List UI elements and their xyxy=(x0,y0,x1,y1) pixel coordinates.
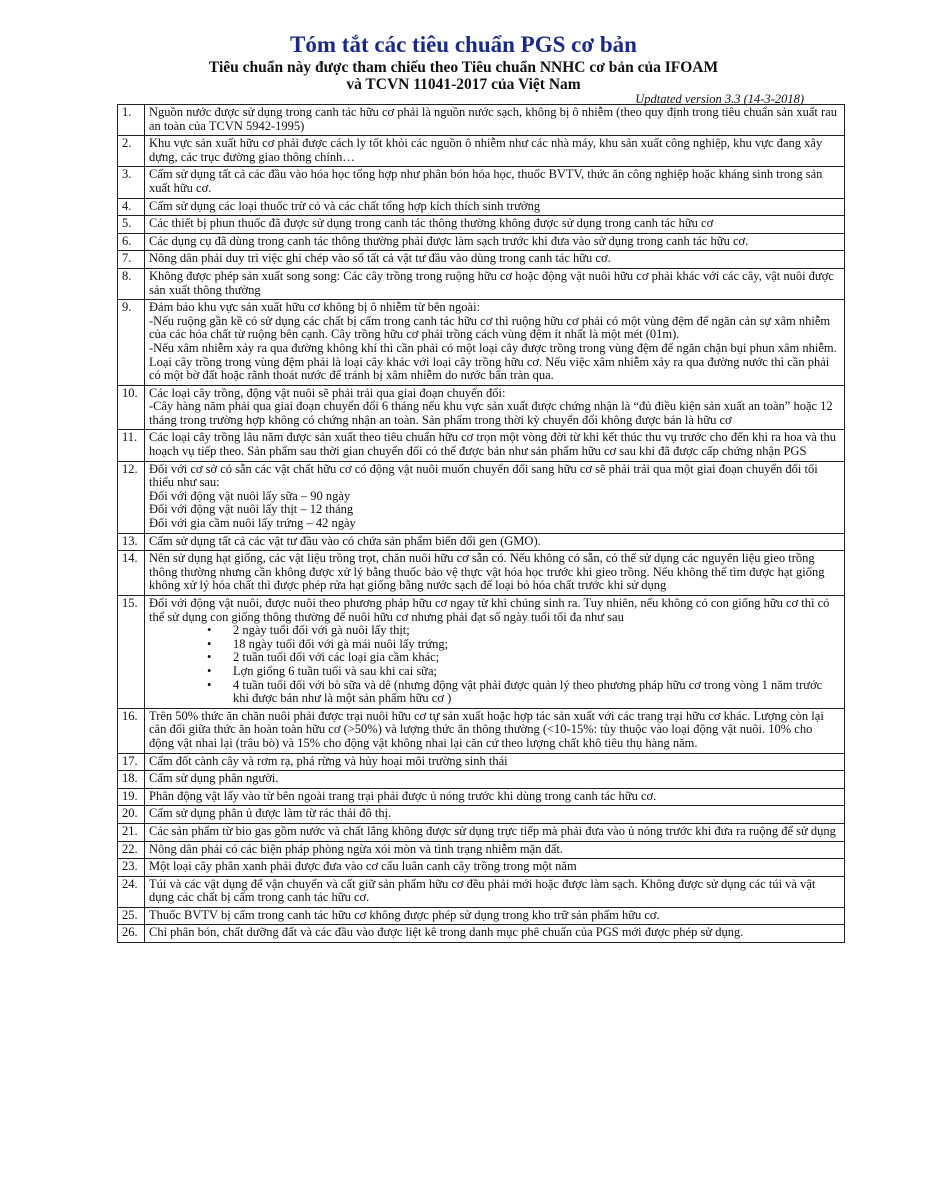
standard-text xyxy=(145,907,845,925)
standard-number: 25. xyxy=(118,907,145,925)
standard-row xyxy=(118,771,845,789)
standard-text xyxy=(145,876,845,907)
standard-paragraph: Không được phép sản xuất song song: Các cây trồng trong ruộng hữu cơ hoặc động vật nuôi hữu cơ phải khác với các cây, vật nuôi được sản xuất thông thường xyxy=(149,268,834,297)
standard-paragraph: Đối với động vật nuôi, được nuôi theo phương pháp hữu cơ ngay từ khi chúng sinh ra. Tuy nhiên, nếu không có con giống hữu cơ thì có thể sử dụng con giống thông thường để nuôi hữu cơ nhưng phải đạt số ngày tuổi tối đa như sau xyxy=(149,596,830,624)
standard-paragraph: Khu vực sản xuất hữu cơ phải được cách ly tốt khỏi các nguồn ô nhiễm như các nhà máy, khu sản xuất công nghiệp, khu vực đang xây dựng, các trục đường giao thông chính… xyxy=(149,136,823,164)
standard-paragraph: Nông dân phải có các biện pháp phòng ngừa xói mòn và tình trạng nhiễm mặn đất. xyxy=(149,841,563,856)
standard-row xyxy=(118,806,845,824)
standard-paragraph: Đối với động vật nuôi lấy sữa – 90 ngày xyxy=(149,488,351,503)
standard-number: 11. xyxy=(118,430,145,461)
standard-paragraph: Chỉ phân bón, chất dưỡng đất và các đầu vào được liệt kê trong danh mục phê chuẩn của PGS mới được phép sử dụng. xyxy=(149,925,744,940)
standard-row xyxy=(118,430,845,461)
standard-row xyxy=(118,533,845,551)
standard-row xyxy=(118,551,845,596)
standard-paragraph: Cấm sử dụng tất cả các đầu vào hóa học tổng hợp như phân bón hóa học, thuốc BVTV, thức ăn công nghiệp hoặc kháng sinh trong sản xuất hữu cơ. xyxy=(149,167,823,195)
standard-number: 22. xyxy=(118,841,145,859)
standard-number: 26. xyxy=(118,925,145,943)
standard-number: 5. xyxy=(118,216,145,234)
standard-paragraph: Túi và các vật dụng để vận chuyển và cất giữ sản phẩm hữu cơ đều phải mới hoặc được làm sạch. Không được sử dụng các túi và vật dụng các chất bị cấm trong canh tác hữu cơ. xyxy=(149,876,816,905)
standard-paragraph: Các loại cây trồng lâu năm được sản xuất theo tiêu chuẩn hữu cơ trọn một vòng đời từ khi kết thúc thu vụ trước cho đến khi ra hoa và thu hoạch vụ tiếp theo. Sản phẩm sau thời gian chuyển đổi có thể được bán như sản phẩm hữu cơ sau khi đã được cấp chứng nhận PGS xyxy=(149,430,837,459)
standard-text xyxy=(145,925,845,943)
version-note: Updtated version 3.3 (14-3-2018) xyxy=(635,92,804,106)
standard-text xyxy=(145,300,845,386)
standard-number: 17. xyxy=(118,753,145,771)
standard-number: 2. xyxy=(118,136,145,167)
standard-number: 19. xyxy=(118,788,145,806)
standard-text xyxy=(145,198,845,216)
standard-number: 1. xyxy=(118,105,145,136)
bullet-item: • Lợn giống 6 tuần tuổi và sau khi cai sữa; xyxy=(233,665,840,679)
standard-text xyxy=(145,859,845,877)
standard-row xyxy=(118,708,845,753)
standard-number: 8. xyxy=(118,268,145,299)
standard-text xyxy=(145,708,845,753)
standard-row xyxy=(118,385,845,430)
standard-number: 12. xyxy=(118,461,145,533)
standard-paragraph: Cấm đốt cành cây và rơm rạ, phá rừng và hủy hoại môi trường sinh thái xyxy=(149,753,508,768)
standard-row xyxy=(118,167,845,198)
bullet-item: • 2 ngày tuổi đối với gà nuôi lấy thịt; xyxy=(233,624,840,638)
standard-paragraph: Đối với gia cầm nuôi lấy trứng – 42 ngày xyxy=(149,516,356,531)
standard-paragraph: Đối với cơ sở có sẵn các vật chất hữu cơ có động vật nuôi muốn chuyển đổi sang hữu cơ sẽ phải trải qua một giai đoạn chuyển đổi tối thiểu như sau: xyxy=(149,461,818,490)
standard-text xyxy=(145,806,845,824)
standard-text xyxy=(145,461,845,533)
standard-paragraph: Cấm sử dụng phân người. xyxy=(149,771,279,786)
standard-text xyxy=(145,167,845,198)
standard-paragraph: Phân động vật lấy vào từ bên ngoài trang trại phải được ủ nóng trước khi dùng trong canh tác hữu cơ. xyxy=(149,788,657,803)
standard-row xyxy=(118,753,845,771)
standard-row xyxy=(118,268,845,299)
standard-row xyxy=(118,461,845,533)
standard-number: 13. xyxy=(118,533,145,551)
standard-paragraph: Nông dân phải duy trì việc ghi chép vào sổ tất cả vật tư đầu vào dùng trong canh tác hữu cơ. xyxy=(149,251,611,266)
subtitle-line-2: và TCVN 11041-2017 của Việt Nam xyxy=(346,76,581,93)
standard-text xyxy=(145,771,845,789)
standard-number: 7. xyxy=(118,251,145,269)
standard-paragraph: Đảm bảo khu vực sản xuất hữu cơ không bị ô nhiễm từ bên ngoài: xyxy=(149,300,481,315)
standard-row xyxy=(118,105,845,136)
standard-row xyxy=(118,841,845,859)
standard-paragraph: -Nếu xâm nhiễm xảy ra qua đường không khí thì cần phải có một loại cây được trồng trong vùng đệm để ngăn chặn bụi phun xâm nhiễm. Loại cây trồng trong vùng đệm phải là loại cây khác với loại cây trồng hữu cơ. Nếu việc xâm nhiễm xảy ra qua đường nước thì cần phải có một bờ đất hoặc rãnh thoát nước để tránh bị xâm nhiễm do nước bẩn tràn qua. xyxy=(149,340,837,383)
standard-paragraph: Cấm sử dụng phân ủ được làm từ rác thải đô thị. xyxy=(149,806,392,821)
standard-row xyxy=(118,859,845,877)
standard-number: 4. xyxy=(118,198,145,216)
standard-paragraph: Cấm sử dụng các loại thuốc trừ cỏ và các chất tổng hợp kích thích sinh trưởng xyxy=(149,198,541,213)
standard-text xyxy=(145,841,845,859)
standard-paragraph: Các dụng cụ đã dùng trong canh tác thông thường phải được làm sạch trước khi đưa vào sử dụng trong canh tác hữu cơ. xyxy=(149,233,749,248)
standard-number: 20. xyxy=(118,806,145,824)
standard-text xyxy=(145,823,845,841)
standard-row xyxy=(118,136,845,167)
standard-row xyxy=(118,823,845,841)
standard-number: 15. xyxy=(118,596,145,709)
standard-paragraph: -Nếu ruộng gần kề có sử dụng các chất bị cấm trong canh tác hữu cơ thì ruộng hữu cơ phải có một vùng đệm để ngăn cản sự xâm nhiễm của các hóa chất từ ruộng bên cạnh. Cây trồng hữu cơ phải trồng cách vùng đệm ít nhất là một mét (01m). xyxy=(149,313,831,342)
standard-row xyxy=(118,251,845,269)
standard-row xyxy=(118,198,845,216)
standard-text xyxy=(145,788,845,806)
standard-paragraph: -Cây hàng năm phải qua giai đoạn chuyển đổi 6 tháng nếu khu vực sản xuất được chứng nhận là “đủ điều kiện sản xuất an toàn” hoặc 12 tháng trong trường hợp không có chứng nhận an toàn. Sản phẩm trong thời kỳ chuyển đổi không được bán là hữu cơ xyxy=(149,399,833,427)
standard-row xyxy=(118,233,845,251)
standard-paragraph: Cấm sử dụng tất cả các vật tư đầu vào có chứa sản phẩm biến đổi gen (GMO). xyxy=(149,533,541,548)
standard-text xyxy=(145,533,845,551)
standard-number: 3. xyxy=(118,167,145,198)
page-title: Tóm tắt các tiêu chuẩn PGS cơ bản xyxy=(290,32,637,57)
standard-paragraph: Các thiết bị phun thuốc đã được sử dụng trong canh tác thông thường không được sử dụng trong canh tác hữu cơ xyxy=(149,216,714,231)
standard-paragraph: Nên sử dụng hạt giống, các vật liệu trồng trọt, chăn nuôi hữu cơ sẵn có. Nếu không có sẵn, có thể sử dụng các nguyên liệu gieo trồng thông thường nhưng cần không được xử lý bằng thuốc bảo vệ thực vật hóa học trước khi gieo trồng. Nếu không thể tìm được hạt giống không xử lý hóa chất thì được phép rửa hạt giống bằng nước sạch để loại bỏ hóa chất trước khi sử dụng xyxy=(149,551,825,593)
standard-text xyxy=(145,105,845,136)
standard-paragraph: Các sản phẩm từ bio gas gồm nước và chất lắng không được sử dụng trực tiếp mà phải đưa vào ủ nóng trước khi đưa ra ruộng để sử dụng xyxy=(149,823,836,838)
standard-text xyxy=(145,216,845,234)
standard-number: 16. xyxy=(118,708,145,753)
bullet-item: • 18 ngày tuổi đối với gà mái nuôi lấy trứng; xyxy=(233,638,840,652)
standard-row xyxy=(118,876,845,907)
standard-paragraph: Nguồn nước được sử dụng trong canh tác hữu cơ phải là nguồn nước sạch, không bị ô nhiễm (theo quy định trong tiêu chuẩn sản xuất rau an toàn của TCVN 5942-1995) xyxy=(149,105,837,133)
standard-number: 23. xyxy=(118,859,145,877)
standard-text xyxy=(145,430,845,461)
subtitle-line-1: Tiêu chuẩn này được tham chiếu theo Tiêu chuẩn NNHC cơ bản của IFOAM xyxy=(208,59,719,76)
standard-row xyxy=(118,216,845,234)
standard-number: 24. xyxy=(118,876,145,907)
standards-table-body xyxy=(118,105,845,943)
standard-text xyxy=(145,251,845,269)
standard-row xyxy=(118,596,845,709)
bullet-item: • 2 tuần tuổi đối với các loại gia cầm khác; xyxy=(233,651,840,665)
standards-table-container xyxy=(117,104,845,943)
standard-text xyxy=(145,268,845,299)
standard-number: 21. xyxy=(118,823,145,841)
standard-text xyxy=(145,753,845,771)
standard-number: 18. xyxy=(118,771,145,789)
standard-text xyxy=(145,233,845,251)
bullet-list xyxy=(149,624,840,706)
standard-text xyxy=(145,551,845,596)
standard-text xyxy=(145,596,845,709)
standard-row xyxy=(118,925,845,943)
standard-paragraph: Thuốc BVTV bị cấm trong canh tác hữu cơ không được phép sử dụng trong kho trữ sản phẩm hữu cơ. xyxy=(149,907,660,922)
standard-number: 6. xyxy=(118,233,145,251)
standard-paragraph: Một loại cây phân xanh phải được đưa vào cơ cấu luân canh cây trồng trong một năm xyxy=(149,859,577,874)
standard-paragraph: Trên 50% thức ăn chăn nuôi phải được trại nuôi hữu cơ tự sản xuất hoặc hợp tác sản xuất với các trang trại hữu cơ khác. Lượng còn lại cân đối giữa thức ăn hoàn toàn hữu cơ (>50%) và lượng thức ăn thông thường (<10-15%: tùy thuộc vào loại động vật nuôi. 10% cho động vật nhai lại (trâu bò) và 15% cho động vật không nhai lại căn cứ theo lượng chất khô tiêu thụ hàng năm. xyxy=(149,708,824,750)
standard-paragraph: Đối với động vật nuôi lấy thịt – 12 tháng xyxy=(149,502,354,517)
standards-table xyxy=(117,104,845,943)
bullet-item: • 4 tuần tuổi đối với bò sữa và dê (nhưng động vật phải được quản lý theo phương pháp hữu cơ trong vòng 1 năm trước khi được bán như là một sản phẩm hữu cơ ) xyxy=(233,679,840,706)
standard-number: 9. xyxy=(118,300,145,386)
standard-number: 14. xyxy=(118,551,145,596)
standard-row xyxy=(118,300,845,386)
standard-row xyxy=(118,907,845,925)
standard-text xyxy=(145,385,845,430)
standard-number: 10. xyxy=(118,385,145,430)
standard-row xyxy=(118,788,845,806)
standard-paragraph: Các loại cây trồng, động vật nuôi sẽ phải trải qua giai đoạn chuyển đổi: xyxy=(149,385,506,400)
standard-text xyxy=(145,136,845,167)
